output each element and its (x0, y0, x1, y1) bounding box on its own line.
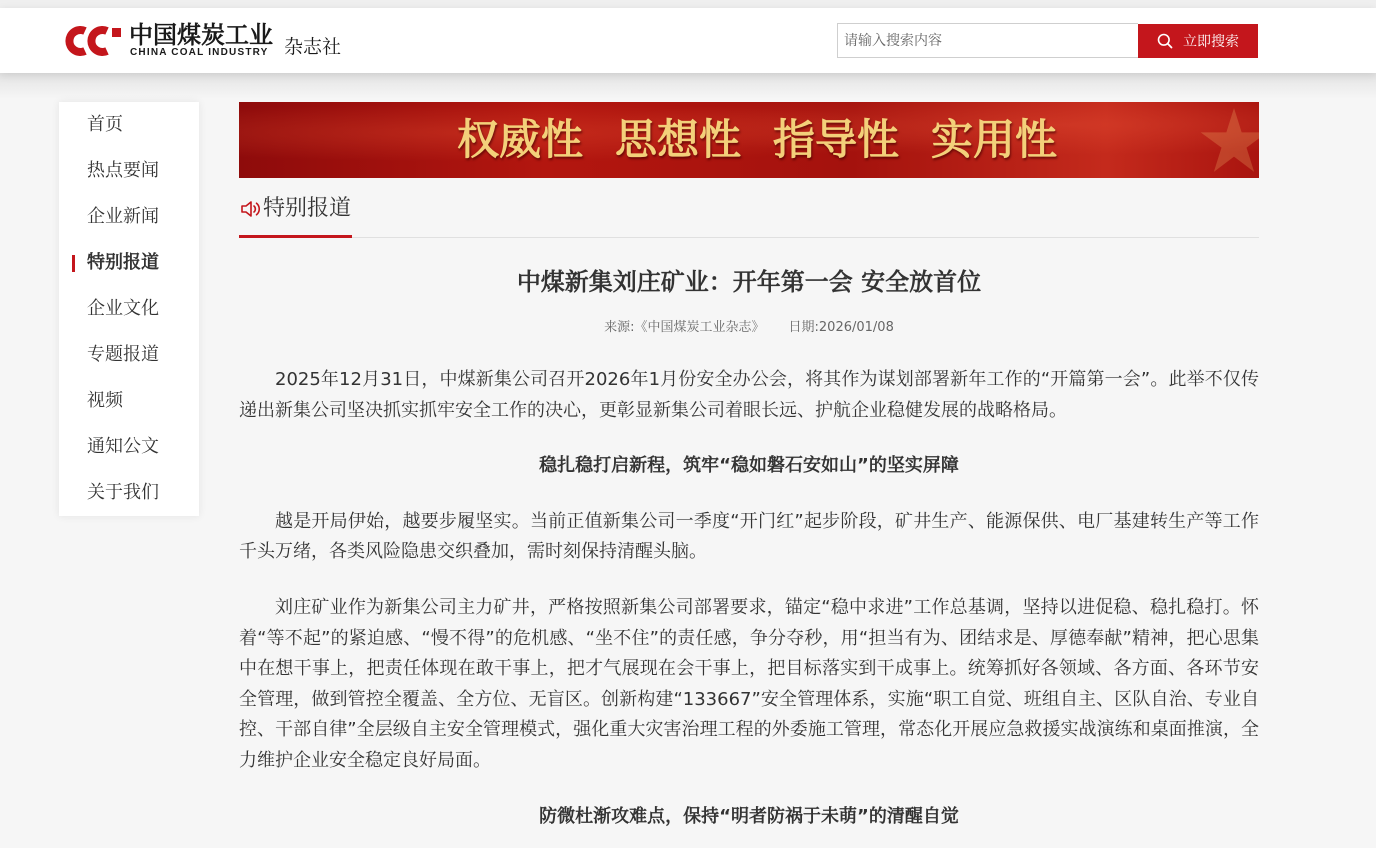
logo-name-en: CHINA COAL INDUSTRY (130, 47, 269, 58)
sidebar-item-enterprise-news[interactable]: 企业新闻 (87, 206, 159, 227)
search-input[interactable] (837, 23, 1138, 58)
article-source: 来源:《中国煤炭工业杂志》 (604, 320, 765, 335)
article-paragraph: 越是开局伊始，越要步履坚实。当前正值新集公司一季度“开门红”起步阶段，矿井生产、能源保供、电厂基建转生产等工作千头万绪，各类风险隐患交织叠加，需时刻保持清醒头脑。 (239, 510, 1259, 563)
banner-slogan: 实用性 (931, 115, 1058, 164)
article (239, 262, 1259, 848)
article-date: 日期:2026/01/08 (788, 320, 894, 335)
article-subheading: 稳扎稳打启新程，筑牢“稳如磐石安如山”的坚实屏障 (539, 455, 959, 477)
site-logo[interactable] (60, 20, 350, 59)
search-icon (1157, 33, 1173, 49)
banner-slogan: 思想性 (614, 115, 741, 164)
logo-suffix: 杂志社 (284, 36, 342, 58)
article-paragraph: 2025年12月31日，中煤新集公司召开2026年1月份安全办公会，将其作为谋划部署新年工作的“开篇第一会”。此举不仅传递出新集公司坚决抓实抓牢安全工作的决心，更彰显新集公司着眼长远、护航企业稳健发展的战略格局。 (239, 369, 1259, 421)
article-paragraph: 刘庄矿业作为新集公司主力矿井，严格按照新集公司部署要求，锚定“稳中求进”工作总基调，坚持以进促稳、稳扎稳打。怀着“等不起”的紧迫感、“慢不得”的危机感、“坐不住”的责任感，争分夺秒，用“担当有为、团结求是、厚德奉献”精神，把心思集中在想干事上，把责任体现在敢干事上，把才气展现在会干事上，把目标落实到干成事上。统筹抓好各领域、各方面、各环节安全管理，做到管控全覆盖、全方位、无盲区。创新构建“133667”安全管理体系，实施“职工自觉、班组自主、区队自治、专业自控、干部自律”全层级自主安全管理模式，强化重大灾害治理工程的外委施工管理，常态化开展应急救援实战演练和桌面推演，全力维护企业安全稳定良好局面。 (239, 596, 1259, 771)
sidebar-item-video[interactable]: 视频 (87, 390, 123, 411)
header-shadow (0, 73, 1376, 99)
top-strip (0, 0, 1376, 8)
banner-slogan: 权威性 (456, 115, 583, 164)
section-tab (239, 192, 352, 238)
article-meta (239, 318, 1259, 338)
search-button[interactable] (1138, 24, 1258, 58)
speaker-icon (240, 199, 261, 219)
sidebar-item-special-report[interactable]: 特别报道 (59, 240, 199, 286)
banner-slogans (239, 102, 1259, 178)
sidebar-item-hot-news[interactable]: 热点要闻 (87, 160, 159, 181)
sidebar-item-enterprise-culture[interactable]: 企业文化 (87, 298, 159, 319)
sidebar-item-home[interactable]: 首页 (87, 114, 123, 135)
search-button-label: 立即搜索 (1183, 34, 1239, 50)
article-subheading: 防微杜渐攻难点，保持“明者防祸于未萌”的清醒自觉 (539, 805, 959, 827)
logo-name-cn: 中国煤炭工业 (129, 20, 273, 49)
banner-slogan: 指导性 (773, 115, 900, 164)
sidebar-item-topic-report[interactable]: 专题报道 (87, 344, 159, 365)
section-header (239, 192, 1259, 238)
site-header (0, 8, 1376, 73)
china-coal-logo-icon (60, 25, 122, 57)
article-title: 中煤新集刘庄矿业：开年第一会 安全放首位 (516, 268, 982, 296)
sidebar-item-notices[interactable]: 通知公文 (87, 436, 159, 457)
section-title: 特别报道 (263, 196, 352, 221)
sidebar-item-about-us[interactable]: 关于我们 (87, 482, 159, 503)
article-body (239, 365, 1259, 832)
slogan-banner (239, 102, 1259, 178)
sidebar-nav (59, 102, 199, 516)
